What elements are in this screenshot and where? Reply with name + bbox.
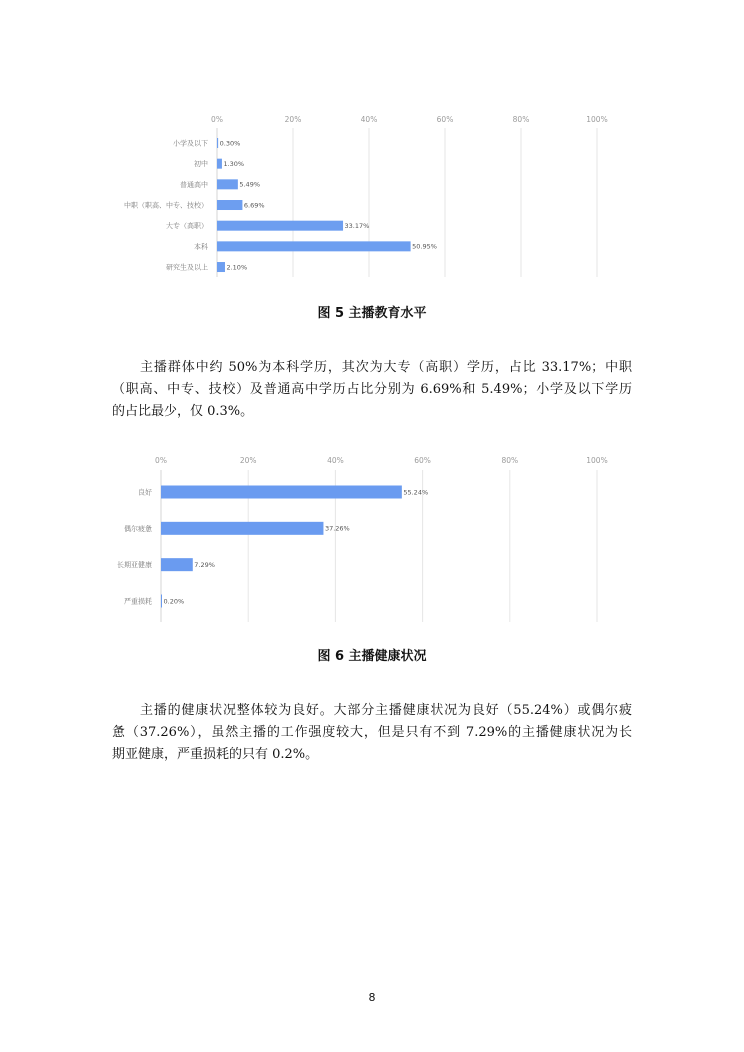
paragraph-line: 主播的健康状况整体较为良好。大部分主播健康状况为良好（55.24%）或偶尔疲 (140, 703, 632, 718)
chart-6-category-label: 长期亚健康 (117, 561, 152, 570)
chart-6-value-label: 37.26% (324, 524, 350, 533)
chart-6-value-label: 7.29% (194, 560, 215, 569)
chart-5-category-label: 中职（职高、中专、技校） (124, 201, 208, 210)
chart-6-bar (161, 558, 193, 571)
paragraph-line: 惫（37.26%），虽然主播的工作强度较大，但是只有不到 7.29%的主播健康状况为长 (112, 725, 632, 740)
chart-5-bar (217, 241, 411, 251)
chart-5-tick-label: 80% (512, 115, 530, 124)
chart-6-category-label: 严重损耗 (124, 597, 152, 606)
chart-5-value-label: 50.95% (412, 242, 437, 251)
chart-6-bar (161, 486, 402, 499)
chart-5-bar (217, 221, 343, 231)
chart-5-bar (217, 262, 225, 272)
chart-5-category-label: 普通高中 (180, 180, 208, 189)
chart-6-tick-label: 0% (155, 456, 167, 465)
chart-6-value-label: 55.24% (403, 488, 429, 497)
page-number: 8 (368, 991, 376, 1004)
chart-5-category-label: 大专（高职） (166, 222, 208, 231)
chart-5-value-label: 5.49% (239, 180, 261, 189)
chart-6-bar (161, 522, 323, 535)
chart-6-value-label: 0.20% (163, 597, 185, 606)
chart-6-category-label: 偶尔疲惫 (124, 524, 152, 533)
chart-5-tick-label: 100% (586, 115, 608, 124)
chart-5-bar (217, 159, 222, 169)
education-level-chart (100, 112, 620, 280)
chart-5-value-label: 1.30% (223, 159, 245, 168)
chart-5-bar (217, 200, 242, 210)
chart-5-tick-label: 40% (360, 115, 378, 124)
chart-5-value-label: 6.69% (243, 201, 265, 210)
chart-5-bar (217, 138, 218, 148)
chart-5-category-label: 小学及以下 (173, 139, 208, 148)
chart-5-category-label: 本科 (194, 242, 208, 251)
figure-6-caption: 图 6 主播健康状况 (317, 649, 427, 664)
chart-5-value-label: 33.17% (344, 221, 370, 230)
chart-6-tick-label: 60% (414, 456, 431, 465)
paragraph-line: 主播群体中约 50%为本科学历，其次为大专（高职）学历，占比 33.17%；中职 (140, 360, 632, 375)
health-status-chart (100, 452, 620, 627)
chart-6-tick-label: 80% (501, 456, 519, 465)
chart-5-tick-label: 0% (211, 115, 223, 124)
chart-6-tick-label: 100% (586, 456, 608, 465)
chart-6-bar (161, 594, 162, 607)
paragraph-line: 期亚健康，严重损耗的只有 0.2%。 (112, 747, 319, 762)
chart-5-category-label: 研究生及以上 (166, 263, 208, 272)
paragraph-line: 的占比最少，仅 0.3%。 (112, 404, 254, 419)
chart-5-tick-label: 60% (436, 115, 454, 124)
chart-5-tick-label: 20% (284, 115, 302, 124)
chart-5-value-label: 2.10% (226, 263, 248, 272)
chart-5-bar (217, 179, 238, 189)
chart-5-value-label: 0.30% (219, 139, 241, 148)
chart-5-category-label: 初中 (194, 160, 208, 169)
paragraph-line: （职高、中专、技校）及普通高中学历占比分别为 6.69%和 5.49%；小学及以下学历 (112, 382, 632, 397)
chart-6-tick-label: 40% (327, 456, 344, 465)
chart-6-category-label: 良好 (138, 488, 152, 497)
chart-6-tick-label: 20% (239, 456, 257, 465)
figure-5-caption: 图 5 主播教育水平 (317, 306, 427, 321)
